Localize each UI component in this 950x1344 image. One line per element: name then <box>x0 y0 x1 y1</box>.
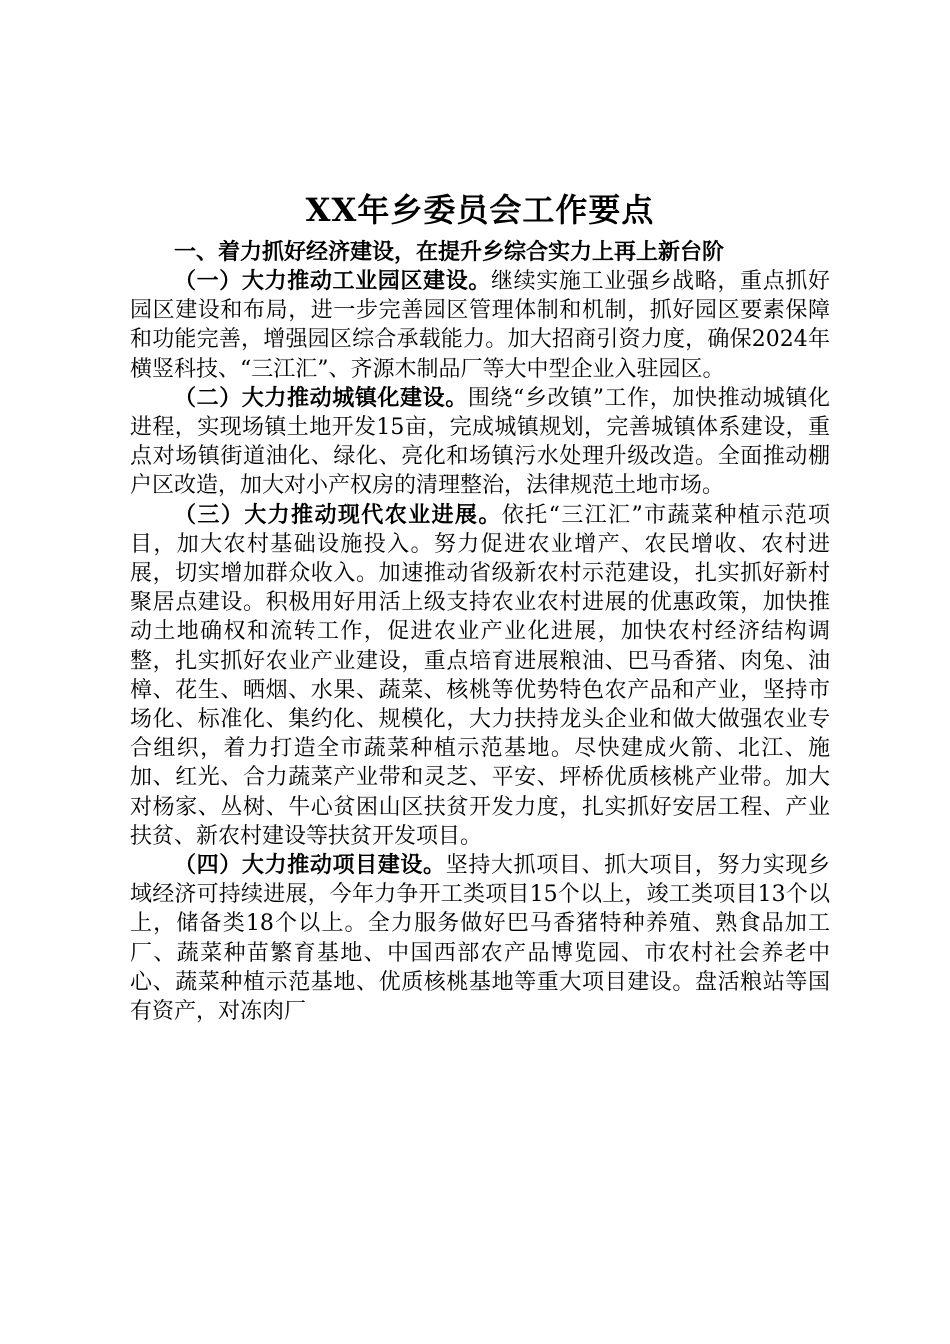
document-page <box>130 188 830 1026</box>
paragraph-body: 依托“三江汇”市蔬菜种植示范项目，加大农村基础设施投入。努力促进农业增产、农民增收、农村进展，切实增加群众收入。加速推动省级新农村示范建设，扎实抓好新村聚居点建设。积极用好用活上级支持农业农村进展的优惠政策，加快推动土地确权和流转工作，促进农业产业化进展，加快农村经济结构调整，扎实抓好农业产业建设，重点培育进展粮油、巴马香猪、肉兔、油樟、花生、晒烟、水果、蔬菜、核桃等优势特色农产品和产业，坚持市场化、标准化、集约化、规模化，大力扶持龙头企业和做大做强农业专合组织，着力打造全市蔬菜种植示范基地。尽快建成火箭、北江、施加、红光、合力蔬菜产业带和灵芝、平安、坪桥优质核桃产业带。加大对杨家、丛树、牛心贫困山区扶贫开发力度，扎实抓好安居工程、产业扶贫、新农村建设等扶贫开发项目。 <box>130 502 830 849</box>
paragraph-urbanization <box>130 384 830 501</box>
paragraph-lead: （一）大力推动工业园区建设。 <box>174 268 491 294</box>
paragraph-industrial-park <box>130 267 830 384</box>
paragraph-lead: （二）大力推动城镇化建设。 <box>174 384 468 411</box>
document-title: XX年乡委员会工作要点 <box>305 191 655 229</box>
section-heading: 一、着力抓好经济建设，在提升乡综合实力上再上新台阶 <box>174 239 725 265</box>
paragraph-lead: （三）大力推动现代农业进展。 <box>174 501 502 528</box>
paragraph-lead: （四）大力推动项目建设。 <box>174 852 446 879</box>
paragraph-body: 坚持大抓项目、抓大项目，努力实现乡域经济可持续进展，今年力争开工类项目15个以上，竣工类项目13个以上，储备类18个以上。全力服务做好巴马香猪特种养殖、熟食品加工厂、蔬菜种苗繁育基地、中国西部农产品博览园、市农村社会养老中心、蔬菜种植示范基地、优质核桃基地等重大项目建设。盘活粮站等国有资产，对冻肉厂 <box>130 853 830 1025</box>
paragraph-body: 围绕“乡改镇”工作，加快推动城镇化进程，实现场镇土地开发15亩，完成城镇规划，完善城镇体系建设，重点对场镇街道油化、绿化、亮化和场镇污水处理升级改造。全面推动棚户区改造，加大对小产权房的清理整治，法律规范土地市场。 <box>130 385 830 499</box>
paragraph-modern-agriculture <box>130 501 830 851</box>
paragraph-body: 继续实施工业强乡战略，重点抓好园区建设和布局，进一步完善园区管理体制和机制，抓好园区要素保障和功能完善，增强园区综合承载能力。加大招商引资力度，确保2024年横竖科技、“三江汇”、齐源木制品厂等大中型企业入驻园区。 <box>130 269 830 382</box>
paragraph-project-construction <box>130 851 830 1026</box>
